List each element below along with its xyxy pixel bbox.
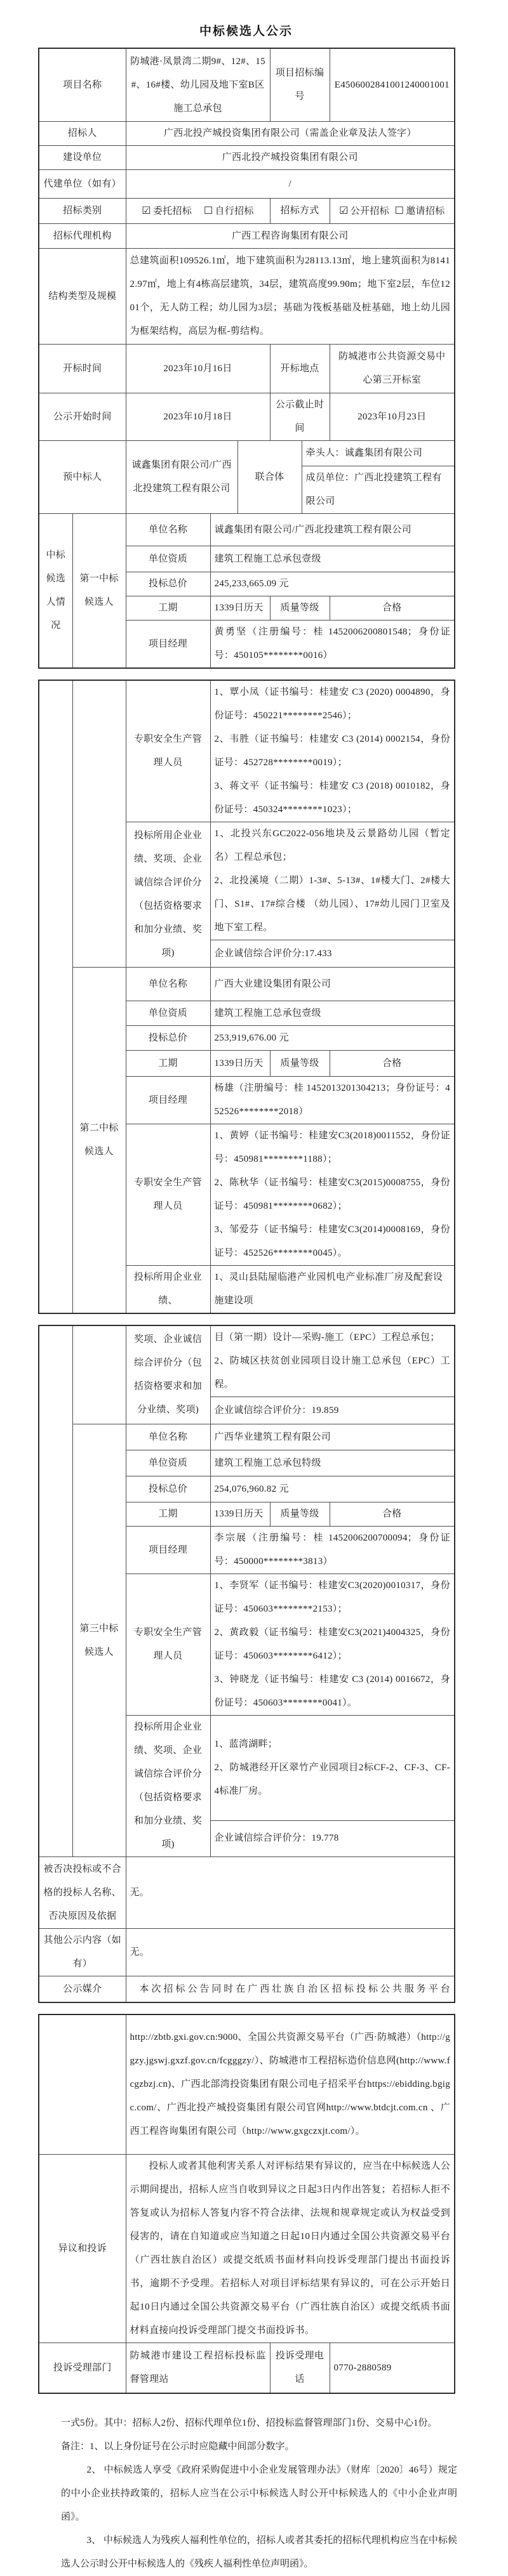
- consortium-lead: 牵头人：诚鑫集团有限公司: [302, 441, 455, 466]
- candidate-3-credit-score: 企业诚信综合评价分：19.778: [210, 1820, 455, 1856]
- agent-unit-value: /: [126, 170, 455, 199]
- duration-label: 工期: [126, 596, 210, 621]
- tenderer-label: 招标人: [39, 122, 126, 146]
- objection-text: 投标人或者其他利害关系人对评标结果有异议的，应当在中标候选人公示期间提出，招标人应当自收到异议之日起3日内作出答复；若招标人拒不答复或认为招标人答复内容不符合法律、法规和规章规定或认为权益受到侵害的，请在自知道或应当知道之日起10日内通过全国公共资源交易平台（广西壮族自治区）或提交纸质书面材料向投诉受理部门提出书面投诉书，逾期不予受理。若招标人对项目评标结果有异议的，可在公示开始日起10日内通过全国公共资源交易平台（广西壮族自治区）或提交纸质书面材料直接向投诉受理部门提交书面投诉书。: [130, 2161, 451, 2336]
- checkbox-unchecked-icon: ☐: [203, 204, 213, 216]
- unit-name-label: 单位名称: [126, 514, 210, 546]
- safety-label: 专职安全生产管理人员: [126, 1574, 210, 1716]
- announcement-table-segment-3: [38, 1325, 455, 2003]
- candidate-1-credit-score: 企业诚信综合评价分:17.433: [210, 940, 455, 968]
- category-option-label: 自行招标: [215, 206, 254, 216]
- checkbox-checked-icon: ☑: [142, 204, 151, 216]
- candidate-1-rank-label: 第一中标候选人: [72, 514, 126, 669]
- pre-winner-label: 预中标人: [39, 441, 126, 514]
- category-option-entrusted: [142, 199, 192, 223]
- performance-item: 目（第一期）设计—采购-施工（EPC）工程总承包；: [214, 1332, 440, 1343]
- candidate-2-rank-label: 第二中标候选人: [72, 968, 126, 1314]
- media-value-part1: 本次招标公告同时在广西壮族自治区招标投标公共服务平台: [126, 1976, 455, 2003]
- unit-name-label: 单位名称: [126, 1424, 210, 1450]
- method-options: [330, 199, 455, 224]
- complaint-phone-value: 0770-2880589: [330, 2343, 455, 2394]
- unit-qual-label: 单位资质: [126, 1001, 210, 1026]
- safety-person: 1、李贤军（证书编号：桂建安C3(2020)0010317，身份证号：450603********2153）；: [214, 1580, 451, 1614]
- candidate-2-performance-part1: 1、灵山县陆屋临港产业园机电产业标准厂房及配套设施建设项: [210, 1266, 455, 1314]
- candidate-3-duration: 1339日历天: [210, 1502, 270, 1527]
- safety-person: 3、邹爱芬（证书编号：桂建安C3(2014)0008169，身份证号：452526********0045）。: [214, 1225, 451, 1258]
- page-title: 中标候选人公示: [199, 25, 293, 38]
- unit-name-label: 单位名称: [126, 968, 210, 1001]
- unit-qual-label: 单位资质: [126, 1450, 210, 1476]
- safety-label: 专职安全生产管理人员: [126, 1124, 210, 1266]
- performance-item: 1、蓝湾湖畔；: [214, 1738, 278, 1749]
- candidates-section-label: 中标候选人情况: [39, 514, 72, 669]
- media-label: 公示媒介: [39, 1976, 126, 2003]
- open-time-value: 2023年10月16日: [126, 345, 270, 393]
- consortium-member: 成员单位：广西北投建筑工程有限公司: [302, 466, 455, 514]
- bid-price-label: 投标总价: [126, 1476, 210, 1502]
- tenderer-value: 广西北投产城投资集团有限公司（需盖企业章及法人签字）: [126, 122, 455, 146]
- complaint-phone-label: 投诉受理电话: [270, 2343, 330, 2394]
- construction-unit-label: 建设单位: [39, 146, 126, 170]
- duration-label: 工期: [126, 1051, 210, 1077]
- announcement-table-segment-2: [38, 680, 455, 1314]
- checkbox-unchecked-icon: ☐: [394, 204, 404, 216]
- publicity-end-label: 公示截止时间: [270, 393, 330, 441]
- project-name-value: 防城港·凤景湾二期9#、12#、15#、16#楼、幼儿园及地下室B区施工总承包: [126, 48, 270, 122]
- category-option-label: 委托招标: [152, 206, 192, 216]
- publicity-start-value: 2023年10月18日: [126, 393, 270, 441]
- candidate-1-rank-continuation-cell: [72, 680, 126, 968]
- candidate-2-safety: [210, 1124, 455, 1266]
- publicity-end-value: 2023年10月23日: [330, 393, 455, 441]
- candidate-3-rank-label: 第三中标候选人: [72, 1424, 126, 1857]
- remark-note-3: 3、 中标候选人为残疾人福利性单位的，招标人或者其委托的招标代理机构应当在中标候选人公示时公开中标候选人的《残疾人福利性单位声明函》。: [61, 2535, 457, 2569]
- performance-item: 2、防城区扶贫创业园项目设计施工总承包（EPC）工程。: [214, 1356, 451, 1390]
- method-label: 招标方式: [270, 199, 330, 224]
- candidate-2-rank-continuation-cell: [72, 1325, 126, 1424]
- objection-value: [126, 2155, 455, 2343]
- footer-notes: [61, 2412, 457, 2576]
- safety-person: 3、钟晓龙（证书编号：桂建安 C3 (2014) 0016672，身份证号：450603********0041）。: [214, 1674, 451, 1708]
- performance-label: 投标所用企业业绩、奖项、企业诚信综合评价分（包括资格要求和加分业绩、奖项): [126, 1716, 210, 1857]
- bid-no-label: 项目招标编号: [270, 48, 330, 122]
- bid-price-label: 投标总价: [126, 1026, 210, 1051]
- announcement-table-segment-1: [38, 48, 455, 669]
- pm-label: 项目经理: [126, 621, 210, 669]
- safety-label: 专职安全生产管理人员: [126, 680, 210, 822]
- candidate-2-performance-part2: [210, 1325, 455, 1397]
- other-content-value: 无。: [126, 1929, 455, 1976]
- candidate-2-duration: 1339日历天: [210, 1051, 270, 1077]
- safety-person: 2、陈秋华（证书编号：桂建安C3(2015)0008755，身份证号：450981********0682）；: [214, 1178, 451, 1211]
- quality-label: 质量等级: [270, 1051, 330, 1077]
- candidate-2-unit-qual: 建筑工程施工总承包壹级: [210, 1001, 455, 1026]
- candidate-3-safety: [210, 1574, 455, 1716]
- candidate-2-bid-price: 253,919,676.00 元: [210, 1026, 455, 1051]
- candidate-1-bid-price: 245,233,665.09 元: [210, 572, 455, 596]
- candidate-3-unit-name: 广西华业建筑工程有限公司: [210, 1424, 455, 1450]
- bid-price-label: 投标总价: [126, 572, 210, 596]
- candidate-2-quality: 合格: [330, 1051, 455, 1077]
- open-place-value: 防城港市公共资源交易中心第三开标室: [330, 345, 455, 393]
- pre-winner-value: 诚鑫集团有限公司/广西北投建筑工程有限公司: [126, 441, 237, 514]
- method-option-invite: [395, 199, 445, 223]
- performance-item: 2、防城港经开区翠竹产业园项目2标CF-2、CF-3、CF-4标准厂房。: [214, 1762, 451, 1796]
- method-option-label: 邀请招标: [406, 206, 445, 216]
- safety-person: 2、韦胜（证书编号：桂建安 C3 (2014) 0002154，身份证号：452728********0019）；: [214, 734, 451, 768]
- remark-note-1: 备注：1、以上身份证号在公示时应隐藏中间部分数字。: [61, 2441, 295, 2452]
- category-option-self: [204, 199, 254, 223]
- construction-unit-value: 广西北投产城投资集团有限公司: [126, 146, 455, 170]
- performance-label-part1: 投标所用企业业绩、: [126, 1266, 210, 1314]
- candidate-3-unit-qual: 建筑工程施工总承包特级: [210, 1450, 455, 1476]
- complaint-dept-label: 投诉受理部门: [39, 2343, 126, 2394]
- pm-label: 项目经理: [126, 1527, 210, 1574]
- candidate-1-duration: 1339日历天: [210, 596, 270, 621]
- media-label-continuation-cell: [39, 2014, 126, 2155]
- agency-label: 招标代理机构: [39, 224, 126, 249]
- method-option-open: [339, 199, 389, 223]
- rejected-bidders-value: 无。: [126, 1857, 455, 1929]
- media-value-part2: http://zbtb.gxi.gov.cn:9000、全国公共资源交易平台（广西·防城港）（http://ggzy.jgswj.gxzf.gov.cn/fcgggzy/）、防城港市工程招标造价信息网(http://www.fcgzbzj.cn)、广西北部湾投资集团有限公司电子招采平台https://ebidding.bgigc.com/、广西北投产城投资集团有限公司官网http://www.btdcjt.com.cn 、广西工程咨询集团有限公司（http://www.gxgczxjt.com/）。: [126, 2014, 455, 2155]
- pm-label: 项目经理: [126, 1077, 210, 1124]
- performance-label: 投标所用企业业绩、奖项、企业诚信综合评价分（包括资格要求和加分业绩、奖项): [126, 822, 210, 968]
- candidate-1-safety: [210, 680, 455, 822]
- complaint-dept-value: 防城港市建设工程招标投标监督管理站: [126, 2343, 270, 2394]
- candidate-1-unit-qual: 建筑工程施工总承包壹级: [210, 546, 455, 572]
- method-option-label: 公开招标: [350, 206, 389, 216]
- performance-label-rest: 奖项、企业诚信综合评价分（包括资格要求和加分业绩、奖项): [126, 1325, 210, 1424]
- category-label: 招标类别: [39, 199, 126, 224]
- performance-item: 1、北投兴东GC2022-056地块及云景路幼儿园（暂定名）工程总承包；: [214, 829, 451, 862]
- publicity-start-label: 公示开始时间: [39, 393, 126, 441]
- open-place-label: 开标地点: [270, 345, 330, 393]
- candidates-section-continuation-cell: [39, 680, 72, 1313]
- consortium-label: 联合体: [237, 441, 302, 514]
- unit-qual-label: 单位资质: [126, 546, 210, 572]
- candidate-3-performance: [210, 1716, 455, 1821]
- candidate-1-performance: [210, 822, 455, 940]
- performance-item: 2、北投溪境（二期）1-3#、5-13#、1#楼大门、2#楼大门、S1#、17#综合楼 （幼儿园）、17#幼儿园门卫室及地下室工程。: [214, 876, 451, 933]
- candidates-section-continuation-cell: [39, 1325, 72, 1857]
- structure-label: 结构类型及规模: [39, 249, 126, 345]
- candidate-2-credit-score: 企业诚信综合评价分：19.859: [210, 1397, 455, 1424]
- remark-note-2: 2、 中标候选人享受《政府采购促进中小企业发展管理办法》（财库〔2020〕46号）规定的中小企业扶持政策的，招标人应当在公示中标候选人时公开中标候选人的《中小企业声明函》。: [61, 2465, 457, 2522]
- duration-label: 工期: [126, 1502, 210, 1527]
- safety-person: 1、黄婷（证书编号：桂建安C3(2018)0011552，身份证号：450981********1188）；: [214, 1131, 451, 1164]
- candidate-3-quality: 合格: [330, 1502, 455, 1527]
- structure-value: 总建筑面积109526.1㎡，地下建筑面积为28113.13㎡，地上建筑面积为81412.97㎡，地上有4栋高层建筑，34层，建筑高度99.90m；地下室2层，车位1201个，无人防工程；幼儿园为3层；基础为筏板基础及桩基础，地上幼儿园为框架结构，高层为框-剪结构。: [126, 249, 455, 345]
- bid-no-value: E4506002841001240001001: [330, 48, 455, 122]
- candidate-3-bid-price: 254,076,960.82 元: [210, 1476, 455, 1502]
- candidate-1-unit-name: 诚鑫集团有限公司/广西北投建筑工程有限公司: [210, 514, 455, 546]
- open-time-label: 开标时间: [39, 345, 126, 393]
- safety-person: 2、黄政毅（证书编号：桂建安C3(2021)4004325，身份证号：450603********6412）；: [214, 1627, 451, 1661]
- safety-person: 1、覃小凤（证书编号：桂建安 C3 (2020) 0004890，身份证号：450221********2546）；: [214, 687, 451, 721]
- checkbox-checked-icon: ☑: [339, 204, 349, 216]
- candidate-1-quality: 合格: [330, 596, 455, 621]
- safety-person: 3、蒋文平（证书编号：桂建安 C3 (2018) 0010182，身份证号：450324********1023）；: [214, 781, 451, 815]
- candidate-3-pm: 李宗展（注册编号：桂 1452006200700094；身份证号：450000********3813）: [210, 1527, 455, 1574]
- category-options: [126, 199, 270, 224]
- objection-label: 异议和投诉: [39, 2155, 126, 2343]
- other-content-label: 其他公示内容（如有）: [39, 1929, 126, 1976]
- candidate-2-pm: 杨雄（注册编号：桂 1452013201304213；身份证号：452526********2018）: [210, 1077, 455, 1124]
- quality-label: 质量等级: [270, 1502, 330, 1527]
- copies-note: 一式5份。其中：招标人2份、招标代理单位1份、招投标监督管理部门1份、交易中心1份。: [61, 2418, 438, 2428]
- candidate-1-pm: 黄勇坚（注册编号：桂 1452006200801548；身份证号：450105********0016）: [210, 621, 455, 669]
- candidate-2-unit-name: 广西大业建设集团有限公司: [210, 968, 455, 1001]
- announcement-table-segment-4: [38, 2014, 455, 2394]
- agency-value: 广西工程咨询集团有限公司: [126, 224, 455, 249]
- agent-unit-label: 代建单位（如有）: [39, 170, 126, 199]
- rejected-bidders-label: 被否决投标或不合格的投标人名称、否决原因及依据: [39, 1857, 126, 1929]
- project-name-label: 项目名称: [39, 48, 126, 122]
- quality-label: 质量等级: [270, 596, 330, 621]
